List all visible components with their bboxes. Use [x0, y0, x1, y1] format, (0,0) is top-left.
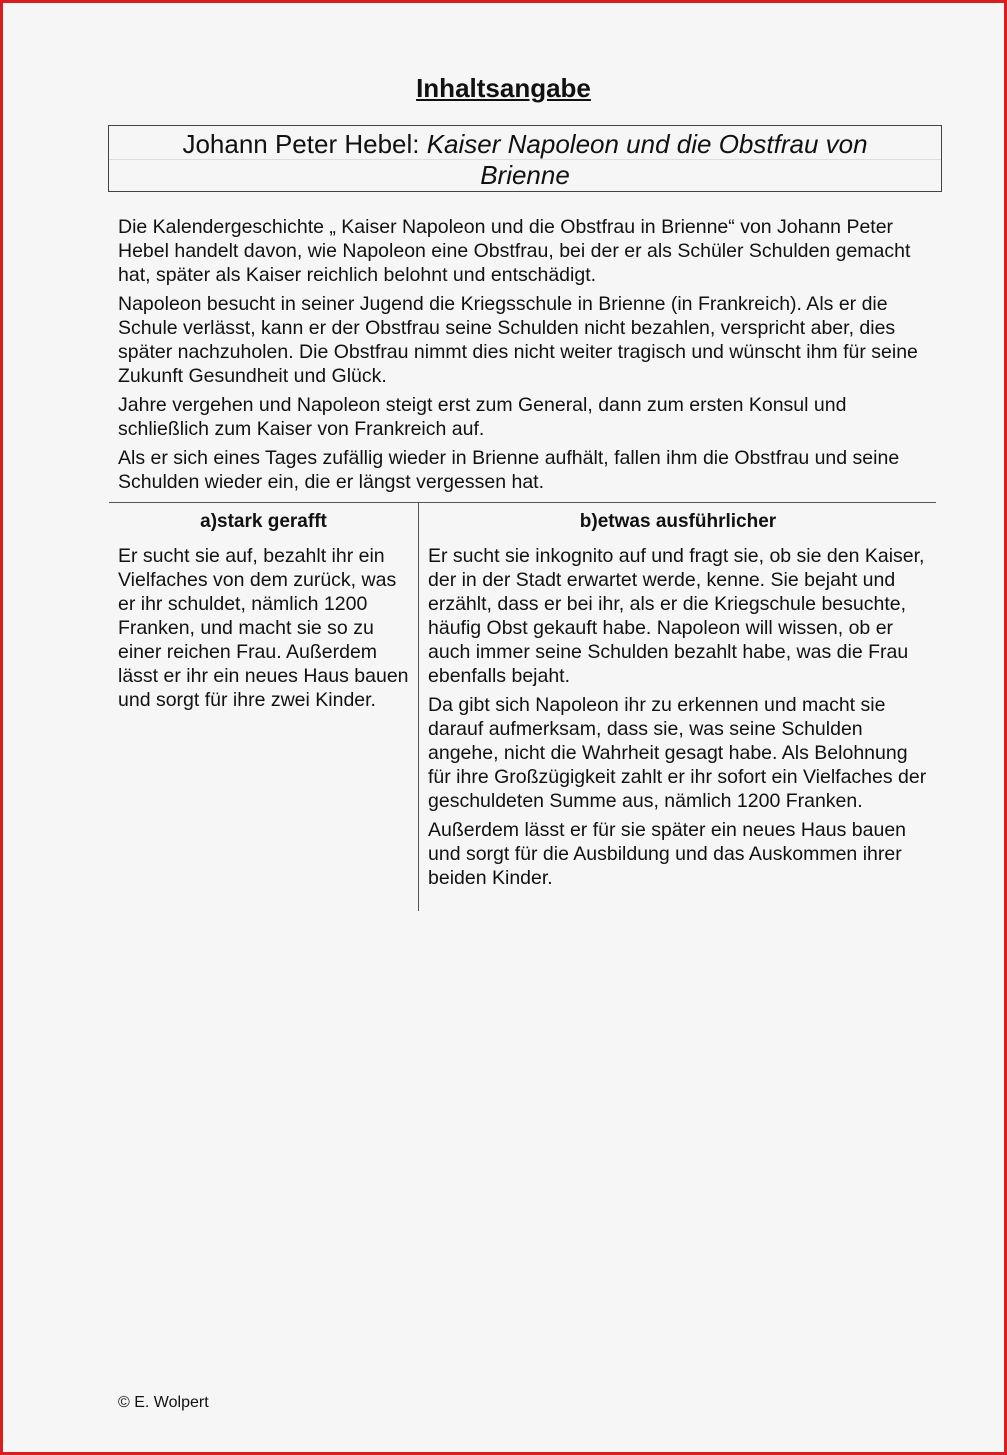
intro-paragraph: Als er sich eines Tages zufällig wieder in Brienne aufhält, fallen ihm die Obstfrau und seine Schulden wieder ein, die er längst vergessen hat. — [118, 447, 900, 493]
comparison-table — [109, 502, 936, 889]
column-b-paragraph: Da gibt sich Napoleon ihr zu erkennen und macht sie darauf aufmerksam, dass sie, was seine Schulden angehe, nicht die Wahrheit gesagt habe. Als Belohnung für ihre Großzügigkeit zahlt er ihr sofort ein Vielfaches der geschuldeten Summe aus, nämlich 1200 Franken. — [428, 694, 927, 812]
column-b-text — [419, 544, 937, 890]
subtitle-author: Johann Peter Hebel: — [182, 129, 427, 159]
copyright-footer: © E. Wolpert — [118, 1394, 209, 1411]
intro-paragraph: Jahre vergehen und Napoleon steigt erst zum General, dann zum ersten Konsul und schließlich zum Kaiser von Frankreich auf. — [118, 394, 847, 440]
subtitle-line-2 — [109, 160, 941, 191]
intro-section — [118, 215, 936, 499]
intro-paragraph: Die Kalendergeschichte „ Kaiser Napoleon und die Obstfrau in Brienne“ von Johann Peter Hebel handelt davon, wie Napoleon eine Obstfrau, bei der er als Schüler Schulden gemacht hat, später als Kaiser reichlich belohnt und entschädigt. — [118, 216, 911, 286]
column-a — [109, 503, 418, 717]
subtitle-work-line-1: Kaiser Napoleon und die Obstfrau von — [426, 129, 868, 159]
column-b-header: b)etwas ausführlicher — [579, 511, 777, 532]
subtitle-work-line-2: Brienne — [480, 160, 570, 190]
intro-paragraph: Napoleon besucht in seiner Jugend die Kriegsschule in Brienne (in Frankreich). Als er die Schule verlässt, kann er der Obstfrau seine Schulden nicht bezahlen, verspricht aber, dies später nachzuholen. Die Obstfrau nimmt dies nicht weiter tragisch und wünscht ihm für seine Zukunft Gesundheit und Glück. — [118, 293, 918, 387]
page-title: Inhaltsangabe — [416, 73, 591, 103]
column-b-paragraph: Außerdem lässt er für sie später ein neues Haus bauen und sorgt für die Ausbildung und das Auskommen ihrer beiden Kinder. — [428, 819, 907, 889]
subtitle-box — [108, 125, 942, 192]
subtitle-line-1 — [109, 129, 941, 160]
column-b — [418, 503, 937, 911]
column-a-paragraph: Er sucht sie auf, bezahlt ihr ein Vielfaches von dem zurück, was er ihr schuldet, nämlich 1200 Franken, und macht sie so zu einer reichen Frau. Außerdem lässt er ihr ein neues Haus bauen und sorgt für ihre zwei Kinder. — [118, 545, 409, 711]
column-a-header: a)stark gerafft — [200, 511, 327, 532]
column-a-text — [109, 544, 418, 712]
column-b-paragraph: Er sucht sie inkognito auf und fragt sie, ob sie den Kaiser, der in der Stadt erwartet werde, kenne. Sie bejaht und erzählt, dass er bei ihr, als er die Kriegschule besuchte, häufig Obst gekauft habe. Napoleon will wissen, ob er auch immer seine Schulden bezahlt habe, was die Frau ebenfalls bejaht. — [428, 545, 925, 687]
